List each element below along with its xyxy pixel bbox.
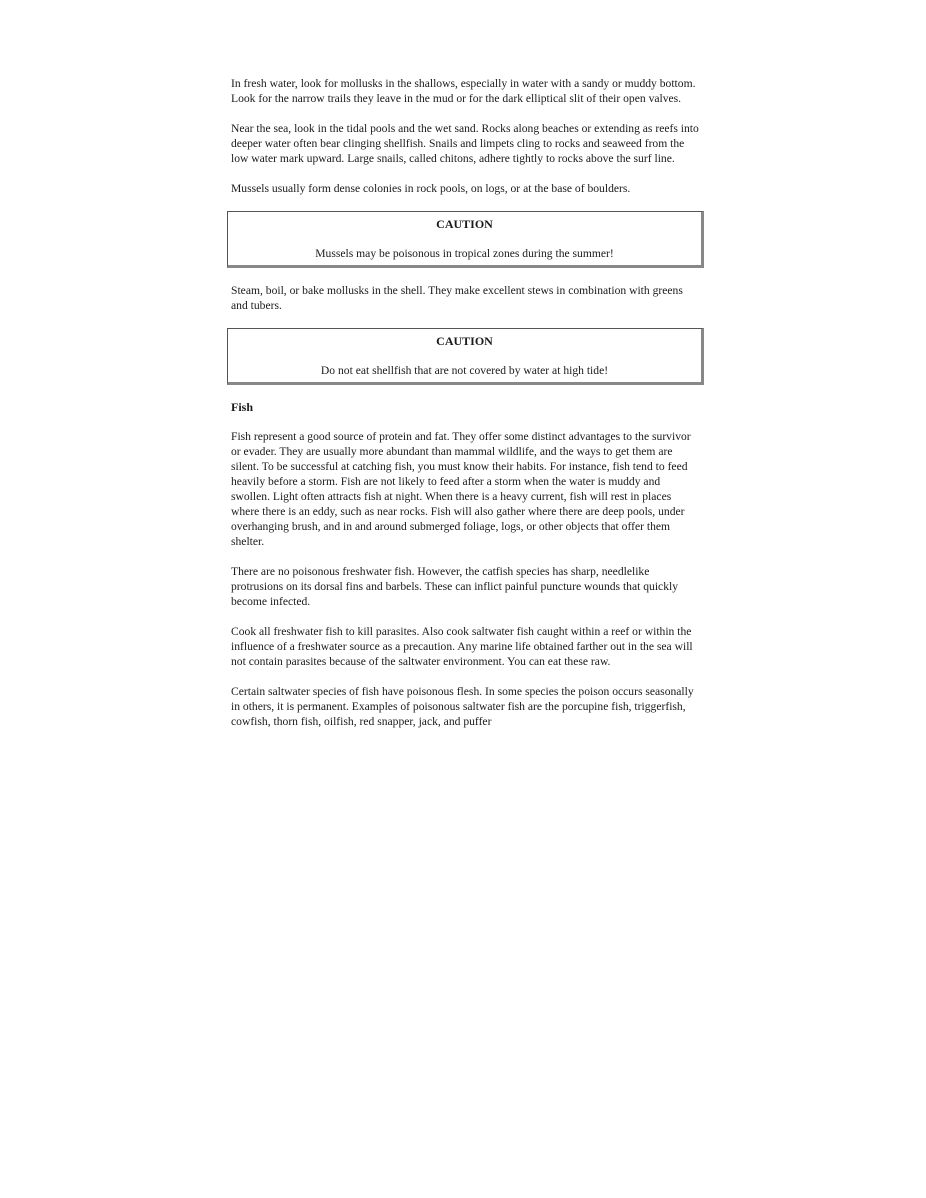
paragraph-fish-protein: Fish represent a good source of protein and fat. They offer some distinct advantages to the survivor or evader. They are usually more abundant than mammal wildlife, and the ways to get them are silent. To be successful at catching fish, you must know their habits. For instance, fish tend to feed heavily before a storm. Fish are not likely to feed after a storm when the water is muddy and swollen. Light often attracts fish at night. When there is a heavy current, fish will rest in places where there is an eddy, such as near rocks. Fish will also gather where there are deep pools, under overhanging brush, and in and around submerged foliage, logs, or other objects that offer them shelter. [231,430,691,548]
caution-box-mussels [227,211,704,268]
document-page [231,76,701,744]
caution-box-shellfish [227,328,704,385]
caution-title: CAUTION [436,217,493,231]
paragraph-cooking-mollusks: Steam, boil, or bake mollusks in the shell. They make excellent stews in combination with greens and tubers. [231,284,683,312]
caution-title: CAUTION [436,334,493,348]
paragraph-freshwater-mollusks: In fresh water, look for mollusks in the shallows, especially in water with a sandy or muddy bottom. Look for the narrow trails they leave in the mud or for the dark elliptical slit of their open valves. [231,77,696,105]
paragraph-freshwater-fish: There are no poisonous freshwater fish. However, the catfish species has sharp, needlelike protrusions on its dorsal fins and barbels. These can inflict painful puncture wounds that quickly become infected. [231,565,679,608]
paragraph-poisonous-saltwater-fish: Certain saltwater species of fish have poisonous flesh. In some species the poison occurs seasonally in others, it is permanent. Examples of poisonous saltwater fish are the porcupine fish, triggerfish, cowfish, thorn fish, oilfish, red snapper, jack, and puffer [231,685,694,728]
paragraph-cook-fish: Cook all freshwater fish to kill parasites. Also cook saltwater fish caught within a reef or within the influence of a freshwater source as a precaution. Any marine life obtained farther out in the sea will not contain parasites because of the saltwater environment. You can eat these raw. [231,625,693,668]
paragraph-sea-shellfish: Near the sea, look in the tidal pools and the wet sand. Rocks along beaches or extending as reefs into deeper water often bear clinging shellfish. Snails and limpets cling to rocks and seaweed from the low water mark upward. Large snails, called chitons, adhere tightly to rocks above the surf line. [231,122,699,165]
caution-text: Do not eat shellfish that are not covered by water at high tide! [320,364,609,377]
paragraph-mussels: Mussels usually form dense colonies in rock pools, on logs, or at the base of boulders. [231,182,631,195]
section-heading-fish: Fish [231,400,254,414]
caution-text: Mussels may be poisonous in tropical zones during the summer! [315,247,614,260]
